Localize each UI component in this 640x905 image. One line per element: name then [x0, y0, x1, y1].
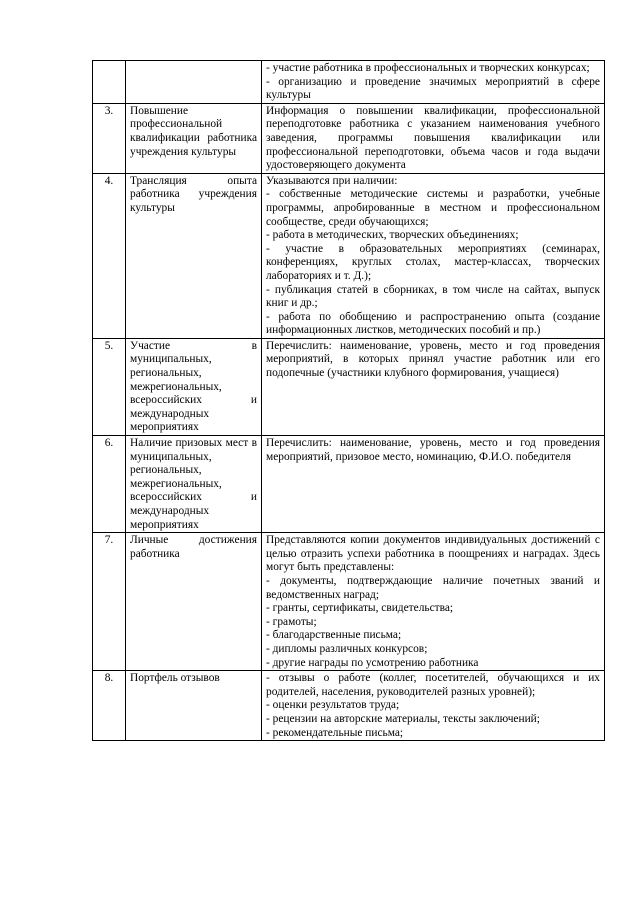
description-line: - отзывы о работе (коллег, посетителей, обучающихся и их родителей, населения, руководителей разных уровней);	[266, 672, 600, 698]
row-number	[93, 61, 126, 104]
criterion-description	[262, 103, 605, 173]
criterion-name: Участие в муниципальных, региональных, межрегиональных, всероссийских и международных мероприятиях	[126, 338, 262, 435]
table-row	[93, 533, 605, 671]
description-line: - гранты, сертификаты, свидетельства;	[266, 602, 454, 615]
criterion-description	[262, 173, 605, 338]
description-line: - дипломы различных конкурсов;	[266, 642, 428, 655]
criterion-name	[126, 61, 262, 104]
table-row	[93, 436, 605, 533]
criteria-table-body	[93, 61, 605, 741]
criterion-description	[262, 61, 605, 104]
description-line: Перечислить: наименование, уровень, место и год проведения мероприятий, призовое место, номинацию, Ф.И.О. победителя	[266, 437, 600, 463]
criterion-name: Наличие призовых мест в муниципальных, региональных, межрегиональных, всероссийских и международных мероприятиях	[126, 436, 262, 533]
description-line: - организацию и проведение значимых мероприятий в сфере культуры	[266, 75, 600, 102]
description-line: Информация о повышении квалификации, профессиональной переподготовке работника с указанием наименования учебного заведения, программы повышения квалификации или профессиональной переподготовки, объема часов и года выдачи удостоверяющего документа	[266, 104, 600, 172]
row-number: 5.	[93, 338, 126, 435]
criterion-name: Повышение профессиональной квалификации работника учреждения культуры	[126, 103, 262, 173]
description-line: Перечислить: наименование, уровень, место и год проведения мероприятий, в которых принял участие работник или его подопечные (участники клубного формирования, учащиеся)	[266, 339, 600, 380]
criteria-table	[92, 60, 605, 741]
table-row	[93, 671, 605, 741]
description-line: - собственные методические системы и разработки, учебные программы, апробированные в местном и профессиональном сообществе, среди обучающихся;	[266, 188, 600, 228]
row-number: 4.	[93, 173, 126, 338]
criterion-name: Личные достижения работника	[126, 533, 262, 671]
description-line: - работа по обобщению и распространению опыта (создание информационных листков, методических пособий и пр.)	[266, 310, 600, 337]
table-row	[93, 61, 605, 104]
row-number: 8.	[93, 671, 126, 741]
description-line: - публикация статей в сборниках, в том числе на сайтах, выпуск книг и др.;	[266, 283, 600, 310]
description-line: - оценки результатов труда;	[266, 699, 400, 712]
criterion-description	[262, 533, 605, 671]
description-line: Указываются при наличии:	[266, 174, 398, 187]
description-line: Представляются копии документов индивидуальных достижений с целью отразить успехи работника в поощрениях и наградах. Здесь могут быть представлены:	[266, 534, 600, 574]
description-line: - грамоты;	[266, 615, 317, 628]
description-line: - работа в методических, творческих объединениях;	[266, 229, 519, 242]
table-row	[93, 103, 605, 173]
description-line: - участие работника в профессиональных и творческих конкурсах;	[266, 62, 590, 74]
row-number: 6.	[93, 436, 126, 533]
criterion-description	[262, 671, 605, 741]
table-row	[93, 338, 605, 435]
criterion-description	[262, 338, 605, 435]
description-line: - рекомендательные письма;	[266, 726, 404, 739]
criterion-name: Трансляция опыта работника учреждения культуры	[126, 173, 262, 338]
row-number: 7.	[93, 533, 126, 671]
criterion-description	[262, 436, 605, 533]
row-number: 3.	[93, 103, 126, 173]
criterion-name: Портфель отзывов	[126, 671, 262, 741]
description-line: - документы, подтверждающие наличие почетных званий и ведомственных наград;	[266, 574, 600, 601]
description-line: - другие награды по усмотрению работника	[266, 656, 479, 669]
description-line: - благодарственные письма;	[266, 629, 402, 642]
description-line: - рецензии на авторские материалы, тексты заключений;	[266, 712, 540, 725]
table-row	[93, 173, 605, 338]
description-line: - участие в образовательных мероприятиях (семинарах, конференциях, круглых столах, мастер-классах, творческих лабораториях и т. Д.);	[266, 242, 600, 282]
